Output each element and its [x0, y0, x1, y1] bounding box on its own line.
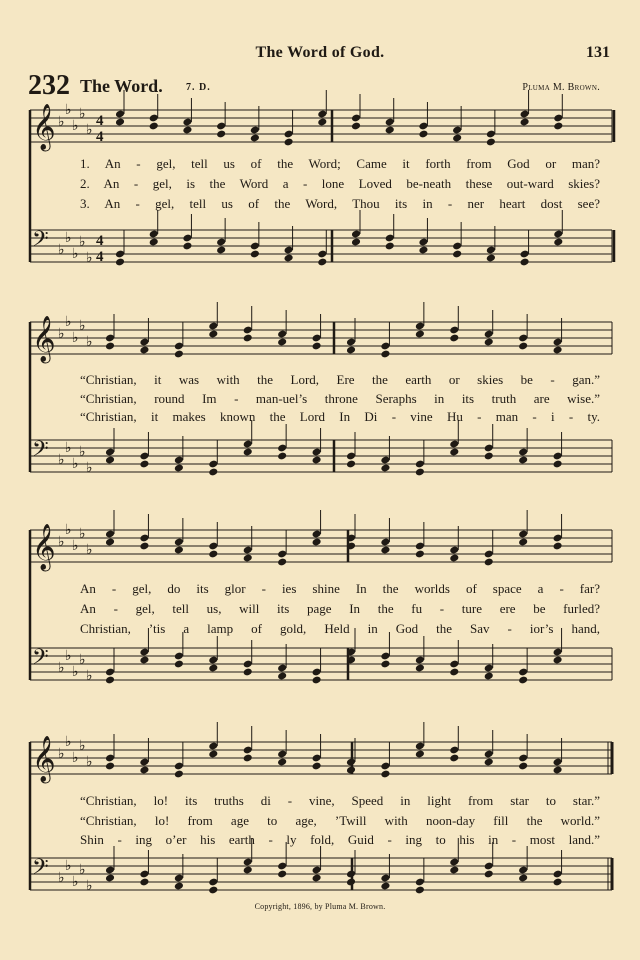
hymn-meter: 7. D.: [186, 82, 211, 93]
note-head: [449, 668, 459, 677]
note-head: [553, 878, 563, 887]
flat-icon: ♭: [86, 542, 93, 558]
flat-icon: ♭: [86, 334, 93, 350]
note-head: [105, 874, 115, 883]
note-head: [380, 350, 390, 359]
flat-icon: ♭: [72, 118, 79, 134]
note-head: [553, 122, 563, 131]
note-head: [418, 246, 428, 255]
lyric-line: Christian, ’tis a lamp of gold, Held in God the Sav - ior’s hand,: [80, 621, 600, 636]
note-head: [174, 882, 184, 891]
note-head: [208, 664, 218, 673]
flat-icon: ♭: [58, 534, 65, 550]
note-head: [284, 138, 294, 147]
treble-clef-icon: 𝄞: [32, 736, 56, 782]
note-head: [312, 762, 322, 771]
note-head: [139, 460, 149, 469]
note-head: [208, 750, 218, 759]
hymn-number: 232: [28, 70, 70, 101]
note-head: [277, 338, 287, 347]
note-head: [250, 134, 260, 143]
lyric-line: Shin - ing o’er his earth - ly fold, Guid - ing to his in - most land.”: [80, 832, 600, 847]
flat-icon: ♭: [86, 668, 93, 684]
note-head: [486, 138, 496, 147]
note-head: [553, 238, 563, 247]
flat-icon: ♭: [65, 858, 72, 874]
note-head: [243, 668, 253, 677]
flat-icon: ♭: [58, 242, 65, 258]
flat-icon: ♭: [72, 456, 79, 472]
note-head: [518, 342, 528, 351]
flat-icon: ♭: [86, 122, 93, 138]
note-head: [115, 258, 125, 267]
note-head: [449, 554, 459, 563]
bass-clef-icon: 𝄢: [32, 855, 49, 885]
flat-icon: ♭: [79, 738, 86, 754]
note-head: [277, 672, 287, 681]
note-head: [243, 448, 253, 457]
note-head: [312, 342, 322, 351]
note-head: [380, 770, 390, 779]
flat-icon: ♭: [79, 862, 86, 878]
note-head: [380, 464, 390, 473]
flat-icon: ♭: [65, 102, 72, 118]
lyric-line: “Christian, lo! from age to age, ’Twill with noon-day fill the world.”: [80, 813, 600, 828]
note-head: [312, 456, 322, 465]
note-head: [139, 656, 149, 665]
hymn-author: Pluma M. Brown.: [522, 82, 600, 93]
note-head: [415, 550, 425, 559]
lyric-line: 3. An - gel, tell us of the Word, Thou its in - ner heart dost see?: [80, 196, 600, 211]
note-head: [518, 874, 528, 883]
note-head: [174, 464, 184, 473]
lyric-line: “Christian, it was with the Lord, Ere the earth or skies be - gan.”: [80, 372, 600, 387]
bass-clef-icon: 𝄢: [32, 437, 49, 467]
note-head: [216, 130, 226, 139]
note-head: [149, 122, 159, 131]
note-head: [518, 762, 528, 771]
note-head: [250, 250, 260, 259]
note-head: [243, 554, 253, 563]
note-head: [277, 452, 287, 461]
lyric-line: “Christian, it makes known the Lord In Di - vine Hu - man - i - ty.: [80, 409, 600, 424]
time-signature-icon: 4: [96, 249, 104, 265]
flat-icon: ♭: [65, 522, 72, 538]
flat-icon: ♭: [58, 660, 65, 676]
note-head: [518, 538, 528, 547]
note-head: [312, 538, 322, 547]
note-head: [105, 676, 115, 685]
note-head: [351, 238, 361, 247]
note-head: [486, 254, 496, 263]
time-signature-icon: 4: [96, 233, 104, 249]
note-head: [105, 342, 115, 351]
flat-icon: ♭: [79, 652, 86, 668]
note-head: [243, 754, 253, 763]
note-head: [208, 468, 218, 477]
hymn-title: The Word.: [80, 76, 163, 96]
note-head: [243, 334, 253, 343]
note-head: [139, 346, 149, 355]
flat-icon: ♭: [65, 440, 72, 456]
note-head: [115, 118, 125, 127]
note-head: [385, 242, 395, 251]
note-head: [484, 452, 494, 461]
note-head: [449, 334, 459, 343]
note-head: [208, 550, 218, 559]
note-head: [484, 758, 494, 767]
note-head: [277, 870, 287, 879]
note-head: [484, 870, 494, 879]
note-head: [139, 542, 149, 551]
note-head: [105, 762, 115, 771]
flat-icon: ♭: [58, 114, 65, 130]
flat-icon: ♭: [72, 330, 79, 346]
flat-icon: ♭: [86, 460, 93, 476]
note-head: [105, 538, 115, 547]
flat-icon: ♭: [79, 234, 86, 250]
flat-icon: ♭: [86, 754, 93, 770]
note-head: [553, 542, 563, 551]
treble-clef-icon: 𝄞: [32, 316, 56, 362]
flat-icon: ♭: [65, 314, 72, 330]
note-head: [518, 456, 528, 465]
flat-icon: ♭: [72, 664, 79, 680]
lyric-line: “Christian, lo! its truths di - vine, Speed in light from star to star.”: [80, 793, 600, 808]
note-head: [139, 878, 149, 887]
note-head: [449, 448, 459, 457]
note-head: [312, 874, 322, 883]
note-head: [312, 676, 322, 685]
note-head: [418, 130, 428, 139]
lyric-line: An - gel, tell us, will its page In the fu - ture ere be furled?: [80, 601, 600, 616]
bass-clef-icon: 𝄢: [32, 227, 49, 257]
note-head: [385, 126, 395, 135]
note-head: [351, 122, 361, 131]
note-head: [182, 126, 192, 135]
lyric-line: 1. An - gel, tell us of the Word; Came it forth from God or man?: [80, 156, 600, 171]
note-head: [174, 546, 184, 555]
flat-icon: ♭: [65, 734, 72, 750]
flat-icon: ♭: [65, 648, 72, 664]
note-head: [415, 468, 425, 477]
flat-icon: ♭: [72, 874, 79, 890]
note-head: [415, 330, 425, 339]
note-head: [449, 754, 459, 763]
note-head: [415, 750, 425, 759]
note-head: [174, 350, 184, 359]
page-header-title: The Word of God.: [255, 44, 385, 61]
note-head: [415, 886, 425, 895]
treble-clef-icon: 𝄞: [32, 524, 56, 570]
note-head: [174, 770, 184, 779]
bass-clef-icon: 𝄢: [32, 645, 49, 675]
flat-icon: ♭: [86, 250, 93, 266]
note-head: [553, 766, 563, 775]
lyric-line: An - gel, do its glor - ies shine In the worlds of space a - far?: [80, 581, 600, 596]
time-signature-icon: 4: [96, 113, 104, 129]
note-head: [520, 118, 530, 127]
lyric-line: “Christian, round Im - man-uel’s throne Seraphs in its truth are wise.”: [80, 391, 600, 406]
note-head: [317, 118, 327, 127]
flat-icon: ♭: [58, 746, 65, 762]
note-head: [243, 866, 253, 875]
note-head: [182, 242, 192, 251]
note-head: [518, 676, 528, 685]
note-head: [317, 258, 327, 267]
note-head: [105, 456, 115, 465]
time-signature-icon: 4: [96, 129, 104, 145]
note-head: [553, 346, 563, 355]
note-head: [380, 546, 390, 555]
note-head: [452, 134, 462, 143]
note-head: [452, 250, 462, 259]
flat-icon: ♭: [58, 870, 65, 886]
flat-icon: ♭: [58, 326, 65, 342]
note-head: [380, 882, 390, 891]
flat-icon: ♭: [72, 750, 79, 766]
page-number: 131: [586, 44, 610, 61]
treble-clef-icon: 𝄞: [32, 104, 56, 150]
note-head: [484, 672, 494, 681]
copyright-notice: Copyright, 1896, by Pluma M. Brown.: [254, 902, 386, 911]
note-head: [484, 558, 494, 567]
note-head: [380, 660, 390, 669]
flat-icon: ♭: [65, 230, 72, 246]
note-head: [277, 558, 287, 567]
note-head: [216, 246, 226, 255]
note-head: [553, 656, 563, 665]
note-head: [139, 766, 149, 775]
flat-icon: ♭: [79, 526, 86, 542]
note-head: [284, 254, 294, 263]
note-head: [520, 258, 530, 267]
note-head: [208, 330, 218, 339]
note-head: [449, 866, 459, 875]
flat-icon: ♭: [79, 444, 86, 460]
note-head: [346, 460, 356, 469]
lyric-line: 2. An - gel, is the Word a - lone Loved be-neath these out-ward skies?: [80, 176, 600, 191]
flat-icon: ♭: [72, 538, 79, 554]
flat-icon: ♭: [58, 452, 65, 468]
note-head: [484, 338, 494, 347]
flat-icon: ♭: [72, 246, 79, 262]
flat-icon: ♭: [86, 878, 93, 894]
note-head: [346, 346, 356, 355]
note-head: [208, 886, 218, 895]
note-head: [277, 758, 287, 767]
note-head: [149, 238, 159, 247]
flat-icon: ♭: [79, 318, 86, 334]
note-head: [553, 460, 563, 469]
note-head: [174, 660, 184, 669]
note-head: [415, 664, 425, 673]
flat-icon: ♭: [79, 106, 86, 122]
